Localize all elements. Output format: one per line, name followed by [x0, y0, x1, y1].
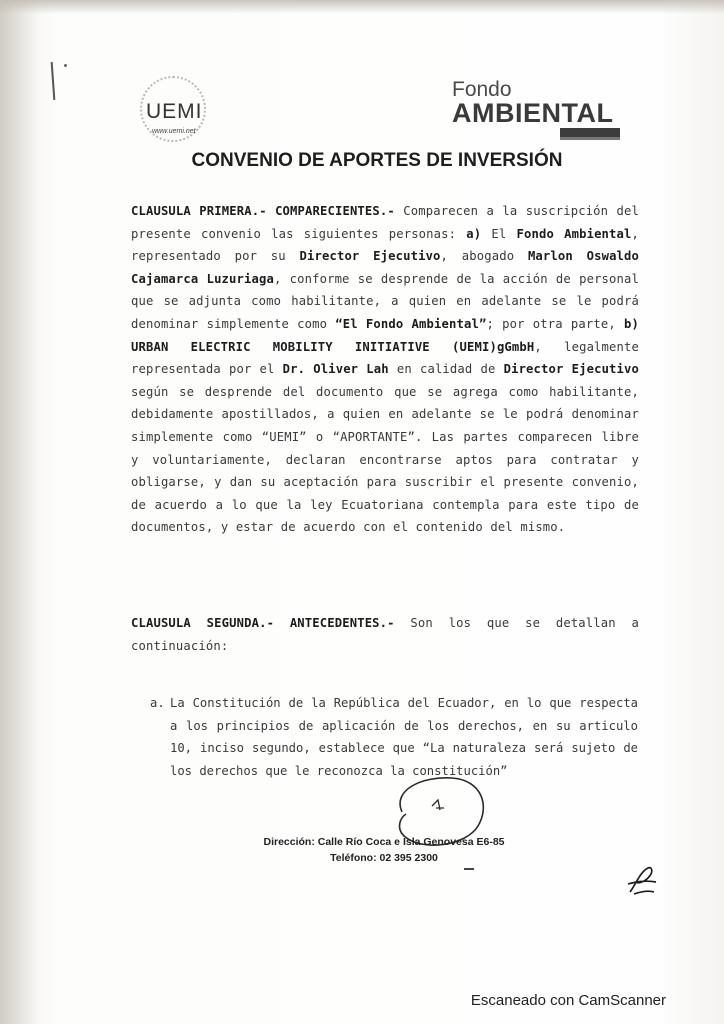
clause-second-heading: CLAUSULA SEGUNDA.- ANTECEDENTES.-	[131, 616, 395, 630]
fondo-ambiental-logo	[448, 78, 628, 148]
clause-first-bold-4: Marlon Oswaldo Cajamarca Luzuriaga	[131, 249, 640, 286]
uemi-logo-text: UEMI	[146, 100, 203, 123]
uemi-logo	[130, 76, 210, 146]
clause-first-bold-7: Dr. Oliver Lah	[282, 362, 389, 377]
fondo-logo-line2: AMBIENTAL	[452, 98, 614, 128]
clause-first-heading: CLAUSULA PRIMERA.- COMPARECIENTES.-	[131, 204, 395, 218]
handwritten-initial	[622, 862, 662, 898]
clause-first-text-6: ; por otra parte,	[486, 316, 625, 331]
clause-first-text-8: en calidad de	[388, 362, 504, 377]
fondo-logo-bar	[560, 128, 620, 137]
clause-first-text-9: según se desprende del documento que se agrega como habilitante, debidamente apostillados, a quien en adelante se le podrá denominar simplemente como “UEMI” o “APORTANTE”. Las partes comparecen libre y voluntariamente, declaran encontrarse aptos para contratar y obligarse, y dan su aceptación para suscribir el presente convenio, de acuerdo a lo que la ley Ecuatoriana contempla para este tipo de documentos, y estar de acuerdo con el contenido del mismo.	[131, 384, 639, 535]
clause-first-text-4: , abogado	[440, 249, 528, 264]
document-title: CONVENIO DE APORTES DE INVERSIÓN	[191, 150, 563, 171]
clause-first-text-3: , representado por su	[131, 226, 640, 264]
clause-first-bold-2: Fondo Ambiental	[516, 226, 632, 241]
clause-second-text: Son los que se detallan a continuación:	[131, 616, 639, 653]
pen-margin-mark	[51, 62, 56, 100]
fondo-logo-line1: Fondo	[452, 78, 512, 101]
clause-first-paragraph	[131, 200, 639, 539]
list-item-marker: a.	[150, 696, 165, 710]
clause-first-text-1: Comparecen a la suscripción del presente convenio las siguientes personas:	[131, 204, 639, 241]
clause-first-bold-3: Director Ejecutivo	[299, 249, 441, 264]
clause-first-text-2: El	[481, 226, 517, 241]
scanner-watermark: Escaneado con CamScanner	[470, 992, 666, 1009]
list-item-text: La Constitución de la República del Ecuador, en lo que respecta a los principios de aplicación de los derechos, en su articulo 10, inciso segundo, establece que “La naturaleza será sujeto de los derechos que le reconozca la constitución”	[170, 696, 638, 778]
fondo-logo-underbar	[560, 137, 620, 140]
clause-first-bold-8: Director Ejecutivo	[503, 362, 640, 377]
clause-first-bold-6: b) URBAN ELECTRIC MOBILITY INITIATIVE (UEMI)gGmbH	[131, 316, 640, 354]
clause-second-paragraph	[131, 612, 639, 657]
uemi-logo-url: www.uemi.net	[152, 128, 196, 135]
clause-first-text-5: , conforme se desprende de la acción de personal que se adjunta como habilitante, a quien en adelante se le podrá denominar simplemente como	[131, 271, 639, 331]
footer-phone: Teléfono: 02 395 2300	[330, 852, 438, 864]
pen-dot-mark	[64, 64, 67, 67]
footer-address: Dirección: Calle Río Coca e Isla Genovesa E6-85	[263, 836, 505, 848]
clause-first-text-7: , legalmente representada por el	[131, 339, 639, 377]
clause-first-bold-1: a)	[466, 226, 482, 241]
pen-dash-mark	[464, 868, 474, 870]
clause-first-bold-5: “El Fondo Ambiental”	[335, 316, 487, 331]
page-top-shadow	[0, 0, 724, 14]
